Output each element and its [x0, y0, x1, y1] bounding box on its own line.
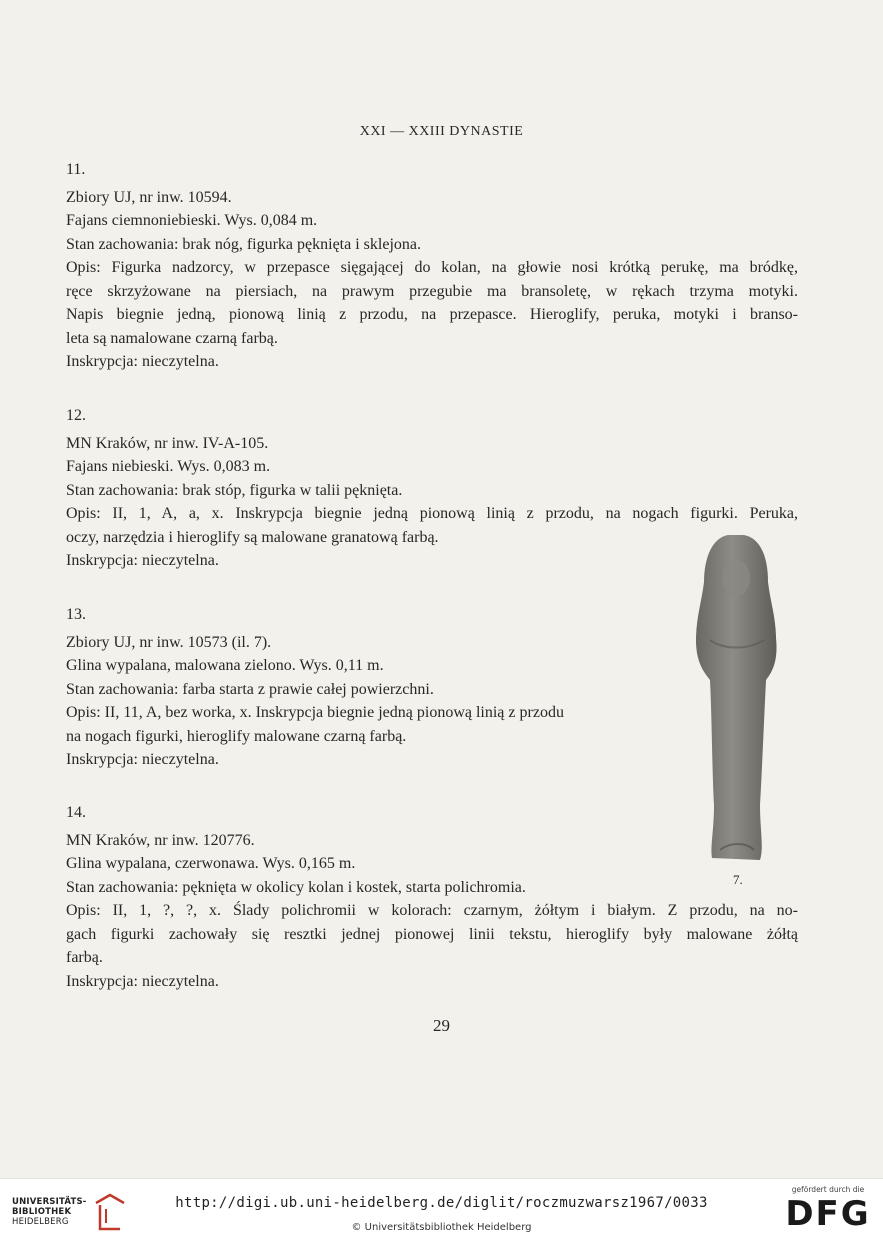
library-name-line-2: BIBLIOTHEK — [12, 1207, 72, 1217]
entry-text-line: Glina wypalana, czerwonawa. Wys. 0,165 m. — [66, 855, 356, 872]
catalog-entry-11 — [66, 158, 798, 374]
library-name-line-3: HEIDELBERG — [12, 1217, 69, 1227]
ushabti-figurine-photo — [690, 530, 780, 865]
entry-text-line: MN Kraków, nr inw. IV-A-105. — [66, 434, 269, 452]
dfg-logo-text: DFG — [785, 1194, 871, 1234]
entry-text-line: Zbiory UJ, nr inw. 10594. — [66, 188, 232, 206]
entry-text-line: Inskrypcja: nieczytelna. — [66, 552, 219, 569]
figure-caption: 7. — [733, 872, 743, 887]
running-title: XXI — XXIII DYNASTIE — [359, 124, 524, 139]
entry-text-line: Stan zachowania: farba starta z prawie całej powierzchni. — [66, 680, 434, 698]
entry-text-line: gach figurki zachowały się resztki jednej pionowej linii tekstu, hieroglify były malowane żółtą — [66, 925, 798, 943]
entry-text-line: Glina wypalana, malowana zielono. Wys. 0,11 m. — [66, 657, 384, 674]
catalog-entry-14 — [66, 801, 798, 993]
entry-number: 12. — [66, 407, 86, 424]
entry-text-line: Stan zachowania: brak nóg, figurka pęknięta i sklejona. — [66, 235, 421, 253]
entry-text-line: Napis biegnie jedną, pionową linią z przodu, na przepasce. Hieroglify, peruka, motyki i branso- — [66, 306, 798, 323]
entry-text-line: Inskrypcja: nieczytelna. — [66, 353, 219, 370]
copyright-notice: © Universitätsbibliothek Heidelberg — [351, 1222, 532, 1233]
entry-text-line: leta są namalowane czarną farbą. — [66, 329, 278, 347]
entry-text-line: Inskrypcja: nieczytelna. — [66, 751, 219, 768]
page-number: 29 — [433, 1016, 450, 1035]
entry-text-line: MN Kraków, nr inw. 120776. — [66, 831, 255, 849]
entry-text-line: Stan zachowania: pęknięta w okolicy kolan i kostek, starta polichromia. — [66, 878, 526, 896]
entry-text-line: oczy, narzędzia i hieroglify są malowane granatową farbą. — [66, 528, 439, 546]
entry-text-line: Opis: II, 1, A, a, x. Inskrypcja biegnie jedną pionową linią z przodu, na nogach figurki. Peruka, — [66, 505, 798, 522]
entry-text-line: Zbiory UJ, nr inw. 10573 (il. 7). — [66, 633, 272, 651]
catalog-entry-13 — [66, 603, 564, 772]
entry-number: 13. — [66, 606, 86, 623]
digitization-footer — [0, 1178, 883, 1244]
entry-text-line: ręce skrzyżowane na piersiach, na prawym przegubie ma bransoletę, w rękach trzyma motyki. — [66, 282, 798, 300]
entry-text-line: Stan zachowania: brak stóp, figurka w talii pęknięta. — [66, 481, 403, 499]
entry-text-line: Fajans ciemnoniebieski. Wys. 0,084 m. — [66, 212, 318, 229]
dfg-funder-logo[interactable] — [780, 1185, 876, 1234]
entry-text-line: Opis: II, 1, ?, ?, x. Ślady polichromii w kolorach: czarnym, żółtym i białym. Z przodu, na no- — [66, 902, 798, 919]
entry-number: 14. — [66, 804, 86, 821]
entry-text-line: farbą. — [66, 949, 103, 966]
entry-text-line: Inskrypcja: nieczytelna. — [66, 972, 219, 990]
entry-text-line: na nogach figurki, hieroglify malowane czarną farbą. — [66, 727, 407, 745]
entry-number: 11. — [66, 161, 86, 178]
library-name-line-1: UNIVERSITÄTS- — [12, 1197, 87, 1207]
permalink-url[interactable]: http://digi.ub.uni-heidelberg.de/diglit/roczmuzwarsz1967/0033 — [175, 1195, 708, 1211]
funder-label: gefördert durch die — [791, 1185, 865, 1194]
entry-text-line: Opis: Figurka nadzorcy, w przepasce sięgającej do kolan, na głowie nosi krótką perukę, ma bródkę, — [66, 259, 798, 276]
catalog-entry-12 — [66, 404, 798, 573]
entry-text-line: Fajans niebieski. Wys. 0,083 m. — [66, 458, 271, 475]
entry-text-line: Opis: II, 11, A, bez worka, x. Inskrypcja biegnie jedną pionową linią z przodu — [66, 704, 564, 721]
